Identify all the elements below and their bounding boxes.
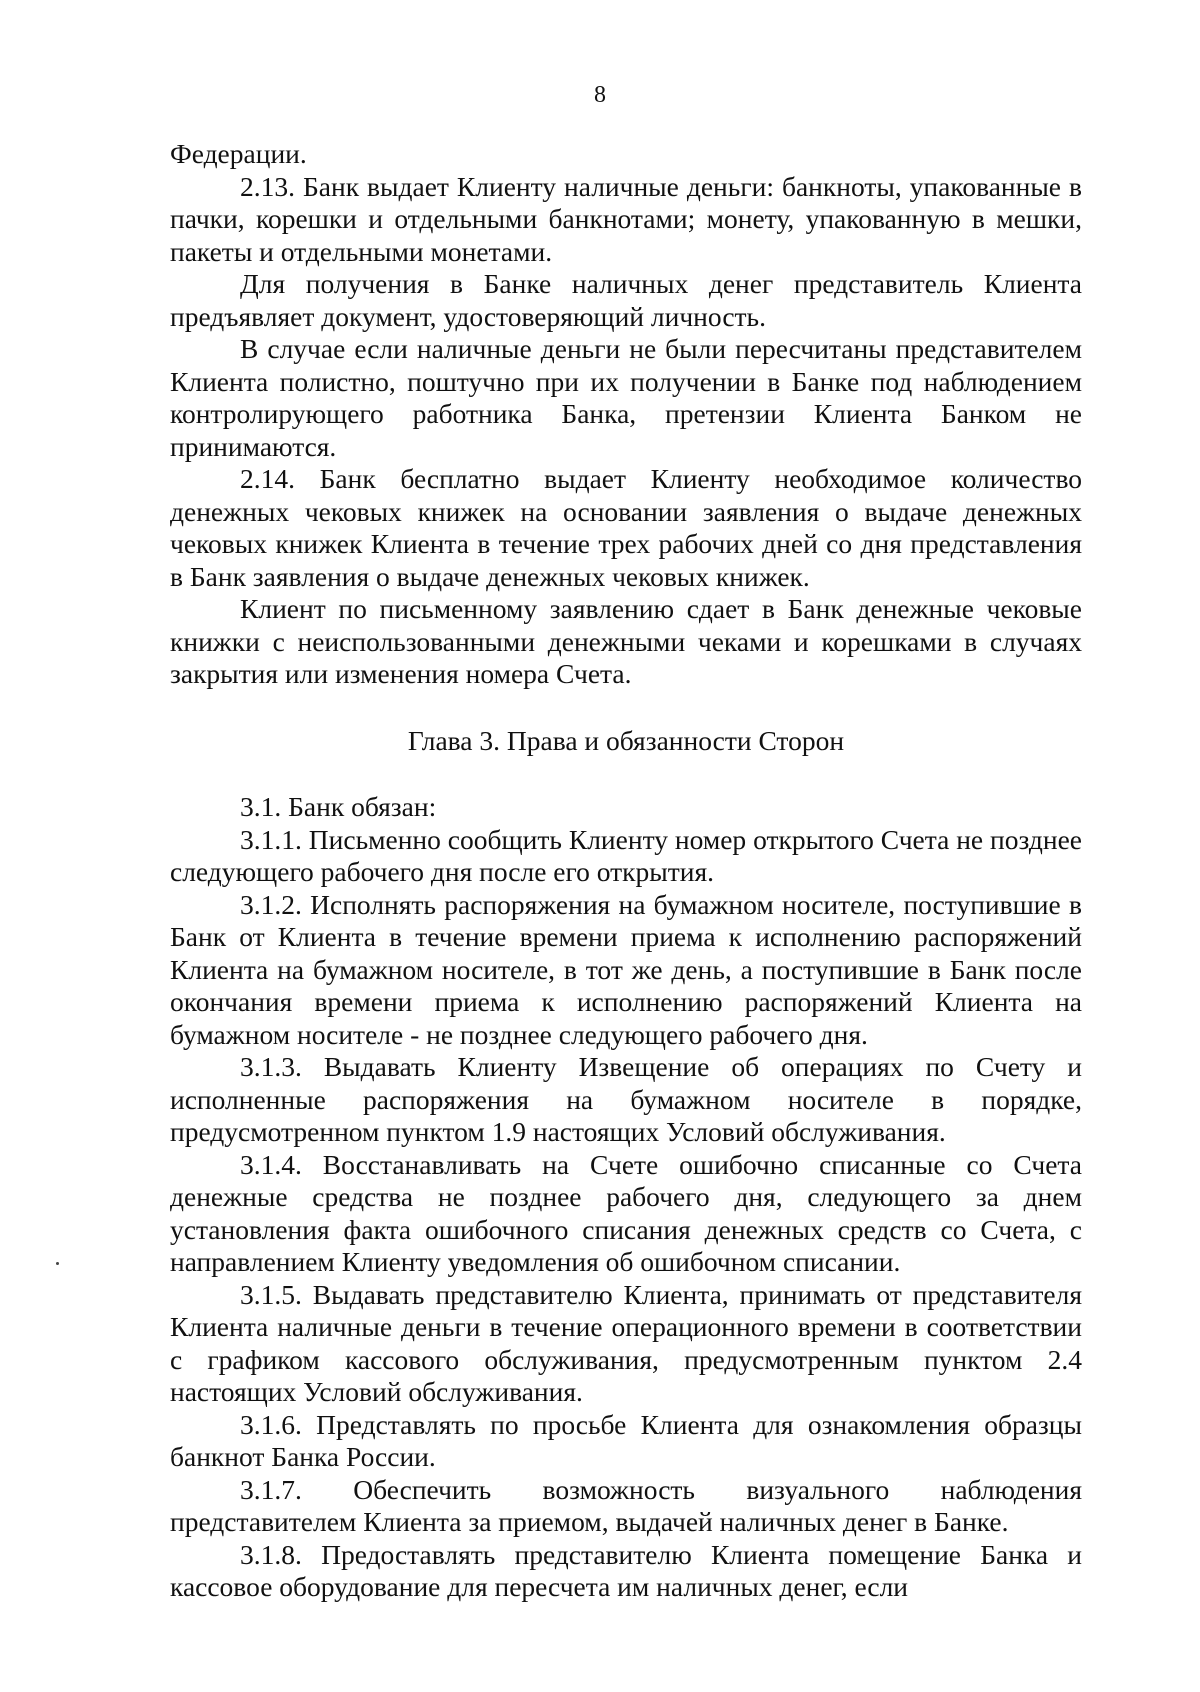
paragraph-3-1-6: 3.1.6. Представлять по просьбе Клиента для ознакомления образцы банкнот Банка России. xyxy=(170,1408,1082,1472)
paragraph-3-1-4: 3.1.4. Восстанавливать на Счете ошибочно списанные со Счета денежные средства не позднее рабочего дня, следующего за днем установления факта ошибочного списания денежных средств со Счета, с направлением Клиенту уведомления об ошибочном списании. xyxy=(170,1148,1082,1277)
paragraph-2-14: 2.14. Банк бесплатно выдает Клиенту необходимое количество денежных чековых книжек на основании заявления о выдаче денежных чековых книжек Клиента в течение трех рабочих дней со дня представления в Банк заявления о выдаче денежных чековых книжек. xyxy=(170,463,1082,592)
paragraph-cash-receipt-id: Для получения в Банке наличных денег представитель Клиента предъявляет документ, удостоверяющий личность. xyxy=(170,268,1082,332)
document-body xyxy=(170,138,1082,1604)
paragraph-3-1-8: 3.1.8. Предоставлять представителю Клиента помещение Банка и кассовое оборудование для пересчета им наличных денег, если xyxy=(170,1538,1082,1602)
paragraph-checkbook-return: Клиент по письменному заявлению сдает в Банк денежные чековые книжки с неиспользованными денежными чеками и корешками в случаях закрытия или изменения номера Счета. xyxy=(170,593,1082,689)
paragraph-claims-not-accepted: В случае если наличные деньги не были пересчитаны представителем Клиента полистно, поштучно при их получении в Банке под наблюдением контролирующего работника Банка, претензии Клиента Банком не принимаются. xyxy=(170,333,1082,462)
paragraph-3-1: 3.1. Банк обязан: xyxy=(240,791,437,822)
paragraph-3-1-1: 3.1.1. Письменно сообщить Клиенту номер открытого Счета не позднее следующего рабочего дня после его открытия. xyxy=(170,823,1082,887)
page-number: 8 xyxy=(594,82,606,108)
paragraph-3-1-2: 3.1.2. Исполнять распоряжения на бумажном носителе, поступившие в Банк от Клиента в течение времени приема к исполнению распоряжений Клиента на бумажном носителе, в тот же день, а поступившие в Банк после окончания времени приема к исполнению распоряжений Клиента на бумажном носителе - не позднее следующего рабочего дня. xyxy=(170,888,1082,1050)
scan-speck xyxy=(56,1262,59,1265)
paragraph-federation-end: Федерации. xyxy=(170,138,307,169)
paragraph-3-1-7: 3.1.7. Обеспечить возможность визуального наблюдения представителем Клиента за приемом, выдачей наличных денег в Банке. xyxy=(170,1473,1082,1537)
chapter-3-heading: Глава 3. Права и обязанности Сторон xyxy=(407,724,845,756)
paragraph-3-1-3: 3.1.3. Выдавать Клиенту Извещение об операциях по Счету и исполненные распоряжения на бумажном носителе в порядке, предусмотренном пунктом 1.9 настоящих Условий обслуживания. xyxy=(170,1051,1082,1147)
paragraph-2-13: 2.13. Банк выдает Клиенту наличные деньги: банкноты, упакованные в пачки, корешки и отдельными банкнотами; монету, упакованную в мешки, пакеты и отдельными монетами. xyxy=(170,170,1082,267)
paragraph-3-1-5: 3.1.5. Выдавать представителю Клиента, принимать от представителя Клиента наличные деньги в течение операционного времени в соответствии с графиком кассового обслуживания, предусмотренным пунктом 2.4 настоящих Условий обслуживания. xyxy=(170,1278,1082,1407)
